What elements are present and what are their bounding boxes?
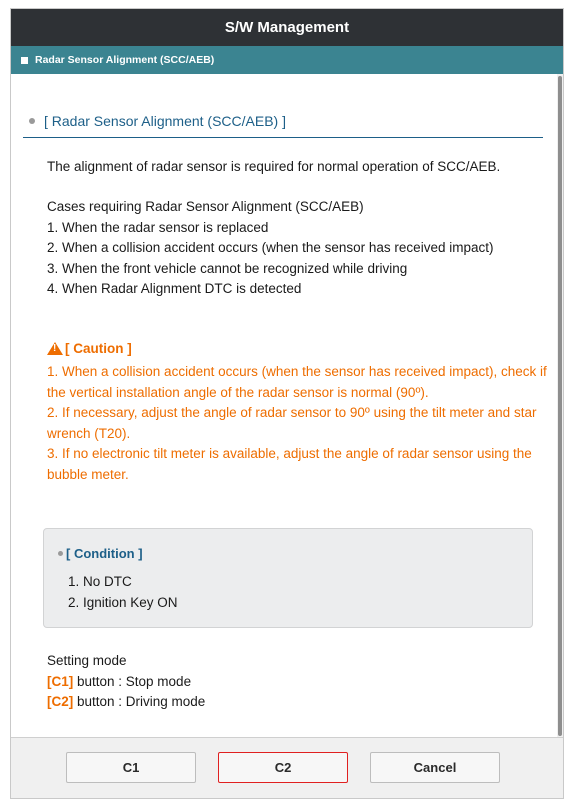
window-title: S/W Management	[11, 9, 563, 46]
square-bullet-icon	[21, 57, 28, 64]
cases-block	[47, 197, 493, 300]
caution-heading	[47, 341, 132, 356]
intro-text: The alignment of radar sensor is required for normal operation of SCC/AEB.	[47, 159, 501, 174]
caution-item: 1. When a collision accident occurs (when the sensor has received impact), check if the vertical installation angle of the radar sensor is normal (90º).	[47, 364, 547, 400]
condition-heading	[58, 546, 143, 561]
caution-item: 2. If necessary, adjust the angle of radar sensor to 90º using the tilt meter and star wrench (T20).	[47, 405, 537, 441]
vertical-scrollbar[interactable]	[557, 74, 563, 738]
c1-description: button : Stop mode	[73, 673, 192, 689]
button-bar	[11, 737, 563, 798]
c2-tag: [C2]	[47, 694, 74, 709]
case-item: 2. When a collision accident occurs (when the sensor has received impact)	[47, 240, 494, 255]
case-item: 3. When the front vehicle cannot be recognized while driving	[47, 260, 408, 276]
cancel-button[interactable]: Cancel	[370, 752, 500, 783]
bullet-dot-icon	[58, 551, 63, 556]
condition-item: 2. Ignition Key ON	[68, 595, 178, 610]
setting-c2-line	[47, 692, 205, 713]
bullet-dot-icon	[29, 118, 35, 124]
setting-c1-line	[47, 672, 205, 693]
case-item: 1. When the radar sensor is replaced	[47, 219, 269, 235]
condition-box	[43, 528, 533, 628]
section-heading	[23, 113, 543, 138]
setting-mode-heading: Setting mode	[47, 653, 127, 668]
c2-description: button : Driving mode	[73, 694, 206, 709]
condition-list	[68, 571, 178, 613]
dialog-window	[10, 8, 564, 799]
caution-title: [ Caution ]	[65, 341, 132, 356]
cases-heading: Cases requiring Radar Sensor Alignment (SCC/AEB)	[47, 199, 364, 214]
case-item: 4. When Radar Alignment DTC is detected	[47, 281, 302, 296]
caution-block	[47, 362, 555, 485]
warning-icon	[47, 342, 63, 355]
caution-item: 3. If no electronic tilt meter is available, adjust the angle of radar sensor using the bubble meter.	[47, 446, 532, 482]
c1-tag: [C1]	[47, 673, 74, 689]
sub-header	[11, 46, 563, 74]
setting-mode-block	[47, 651, 205, 713]
c2-button[interactable]: C2	[218, 752, 348, 783]
condition-title: [ Condition ]	[66, 546, 143, 561]
content-panel	[11, 74, 555, 738]
section-heading-label: [ Radar Sensor Alignment (SCC/AEB) ]	[44, 113, 286, 129]
condition-item: 1. No DTC	[68, 574, 132, 589]
scrollbar-thumb[interactable]	[558, 76, 562, 736]
c1-button[interactable]: C1	[66, 752, 196, 783]
sub-header-label: Radar Sensor Alignment (SCC/AEB)	[35, 54, 215, 66]
